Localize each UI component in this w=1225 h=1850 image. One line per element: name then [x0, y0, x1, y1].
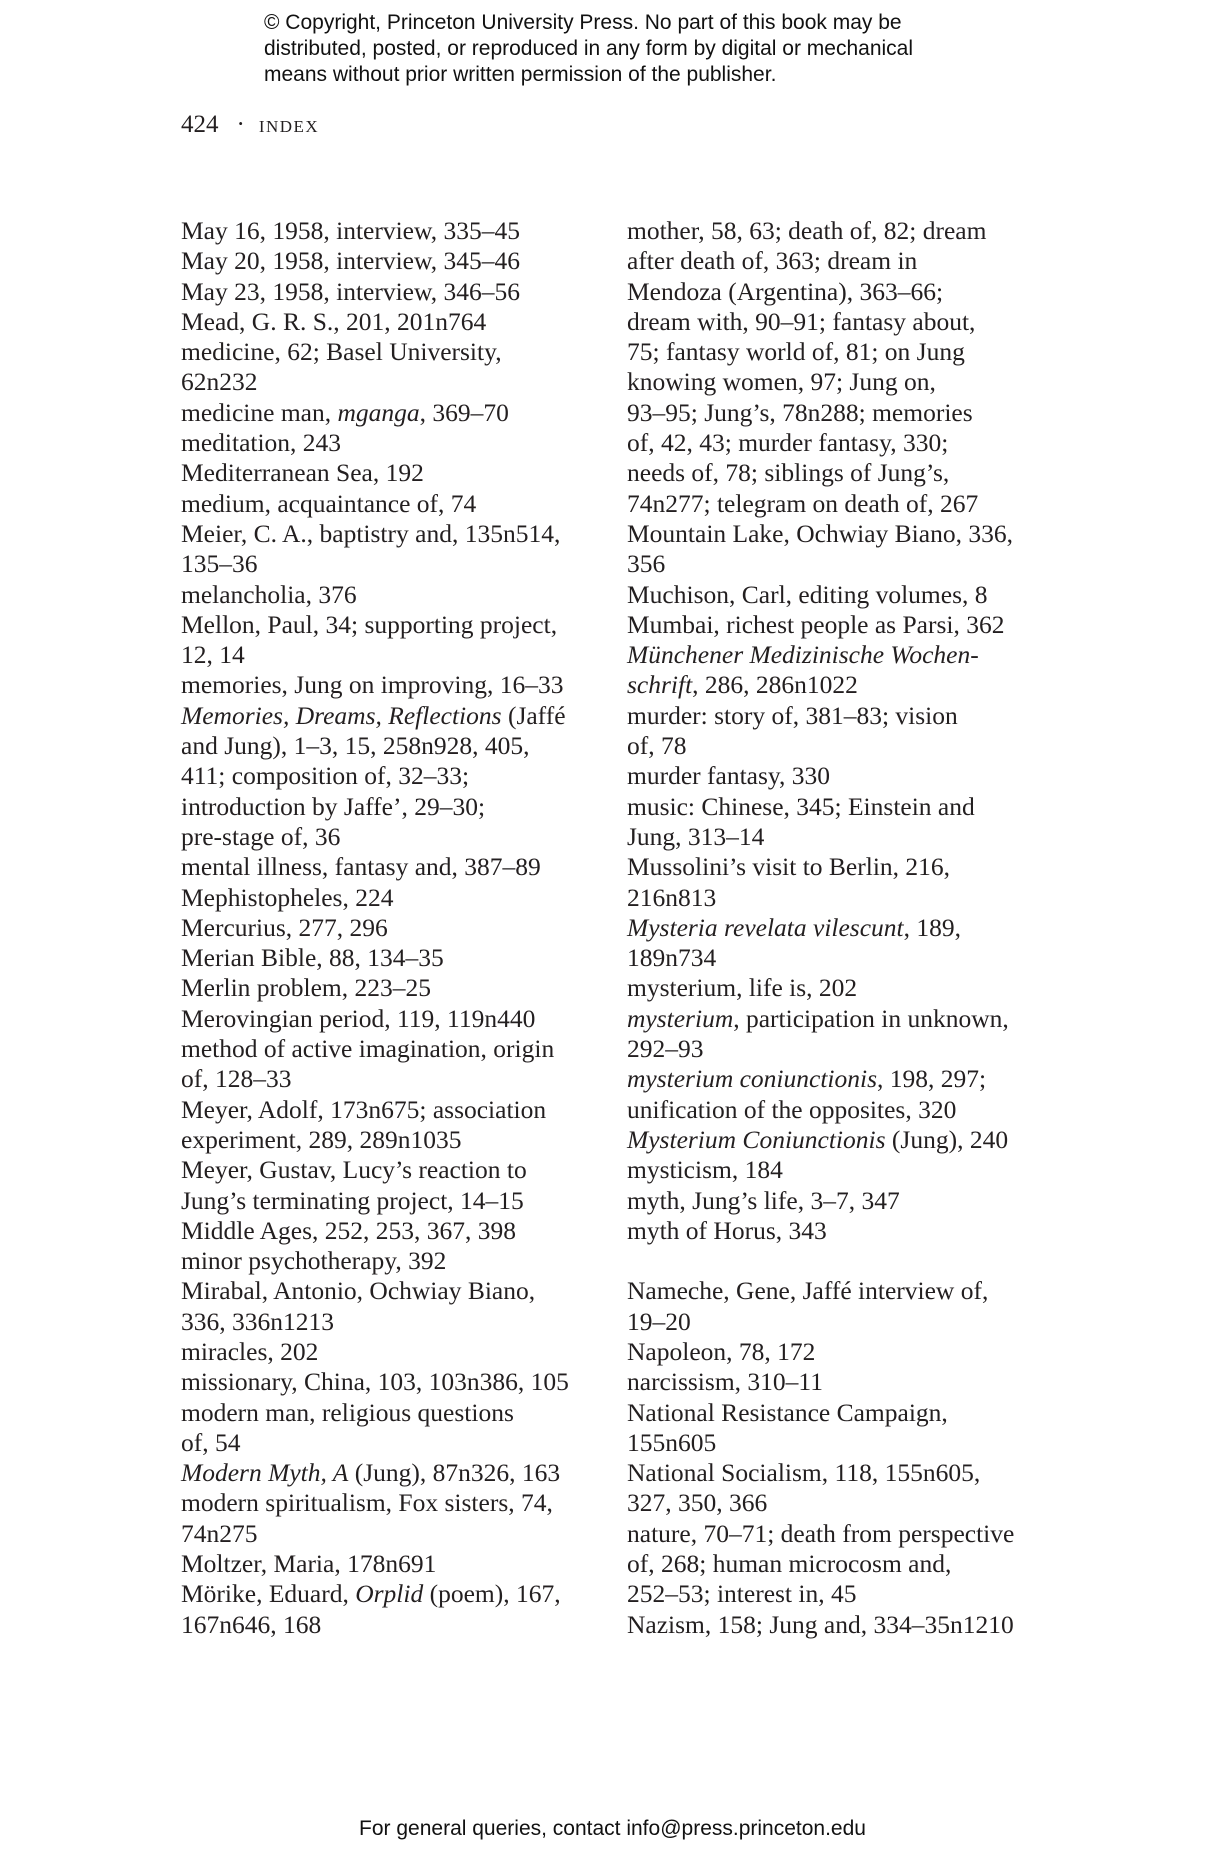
entry-text: Mead, G. R. S., 201, 201n764	[181, 306, 487, 336]
entry-text: knowing women, 97; Jung on,	[627, 367, 936, 397]
index-entry	[181, 398, 621, 428]
entry-text: of, 42, 43; murder fantasy, 330;	[627, 428, 949, 458]
entry-text: 252–53; interest in, 45	[627, 1579, 857, 1609]
index-entry-line	[627, 1185, 1059, 1216]
copyright-line: © Copyright, Princeton University Press. No part of this book may be	[264, 11, 902, 34]
index-entry-line	[627, 791, 1059, 822]
entry-text: 189n734	[627, 943, 717, 973]
index-entry	[627, 761, 1059, 791]
index-entry-line	[627, 1397, 1059, 1428]
copyright-line: means without prior written permission of the publisher.	[264, 63, 777, 86]
index-entry-line	[627, 640, 1059, 670]
index-entry-line	[627, 579, 1059, 610]
entry-text: mysticism, 184	[627, 1155, 783, 1185]
index-entry-line	[181, 1094, 621, 1125]
entry-text: 12, 14	[181, 640, 245, 670]
index-entry-line	[627, 1064, 1059, 1094]
index-entry	[181, 1095, 621, 1156]
index-entry-line	[627, 216, 1059, 246]
italic-title: Mysteria revelata vilescunt	[627, 912, 904, 942]
index-entry	[181, 1488, 621, 1549]
index-entry-line	[627, 1336, 1059, 1367]
entry-text: Meier, C. A., baptistry and, 135n514,	[181, 518, 561, 548]
index-entry	[627, 1125, 1059, 1155]
index-entry	[627, 1458, 1059, 1519]
index-entry-line	[627, 1215, 1059, 1246]
entry-text: Jung, 313–14	[627, 821, 765, 851]
index-entry-line	[627, 852, 1059, 882]
index-entry-line	[181, 700, 621, 731]
index-entry-continuation	[181, 1124, 621, 1155]
entry-text: of, 54	[181, 1427, 241, 1457]
entry-text: pre-stage of, 36	[181, 821, 341, 851]
italic-title: schrift	[627, 670, 693, 700]
index-entry-continuation	[181, 731, 621, 761]
index-entry	[181, 1367, 621, 1397]
index-entry	[627, 216, 1059, 519]
index-entry	[181, 883, 621, 913]
index-entry-line	[627, 973, 1059, 1003]
entry-text: unification of the opposites, 320	[627, 1094, 957, 1124]
entry-text: Merian Bible, 88, 134–35	[181, 943, 444, 973]
entry-text: 74n277; telegram on death of, 267	[627, 488, 979, 518]
index-entry-line	[181, 1367, 621, 1397]
entry-text: murder fantasy, 330	[627, 761, 830, 791]
index-entry-continuation	[627, 670, 1059, 700]
index-entry-line	[627, 1609, 1059, 1640]
index-entry-line	[181, 306, 621, 337]
entry-text: National Socialism, 118, 155n605,	[627, 1458, 981, 1488]
index-entry	[627, 580, 1059, 610]
index-entry	[181, 852, 621, 882]
index-entry-continuation	[627, 367, 1059, 397]
index-entry-continuation	[181, 1518, 621, 1549]
entry-text: myth of Horus, 343	[627, 1215, 827, 1245]
index-entry-continuation	[627, 821, 1059, 852]
index-entry-line	[627, 1518, 1059, 1549]
index-entry-continuation	[627, 337, 1059, 367]
index-entry-line	[181, 1215, 621, 1246]
index-entry-continuation	[627, 1094, 1059, 1125]
index-entry	[181, 307, 621, 337]
entry-text: Middle Ages, 252, 253, 367, 398	[181, 1215, 517, 1245]
entry-text: melancholia, 376	[181, 579, 357, 609]
index-entry-continuation	[627, 397, 1059, 428]
index-entry	[627, 610, 1059, 640]
entry-text: Merlin problem, 223–25	[181, 973, 432, 1003]
italic-title: mysterium	[627, 1003, 734, 1033]
entry-text: 19–20	[627, 1306, 691, 1336]
index-entry-line	[627, 1155, 1059, 1185]
entry-text: needs of, 78; siblings of Jung’s,	[627, 458, 950, 488]
index-entry-continuation	[181, 367, 621, 397]
index-entry	[181, 1276, 621, 1337]
entry-text: (Jung), 87n326, 163	[348, 1458, 561, 1488]
index-entry	[181, 973, 621, 1003]
entry-text: 327, 350, 366	[627, 1488, 768, 1518]
entry-text: music: Chinese, 345; Einstein and	[627, 791, 975, 821]
index-entry-line	[181, 518, 621, 549]
index-entry	[181, 1579, 621, 1640]
index-entry-line	[627, 700, 1059, 731]
entry-text: dream with, 90–91; fantasy about,	[627, 306, 976, 336]
index-entry	[181, 701, 621, 852]
index-entry-continuation	[627, 276, 1059, 307]
index-column-right	[627, 216, 1059, 1640]
index-entry	[627, 913, 1059, 974]
entry-text: murder: story of, 381–83; vision	[627, 700, 958, 730]
index-entry-line	[181, 852, 621, 882]
index-entry	[181, 519, 621, 580]
index-entry-line	[181, 609, 621, 640]
index-entry-line	[627, 1276, 1059, 1306]
index-entry-line	[627, 761, 1059, 791]
entry-text: Mörike, Eduard,	[181, 1579, 356, 1609]
entry-text: 75; fantasy world of, 81; on Jung	[627, 337, 965, 367]
index-entry-line	[181, 1034, 621, 1064]
entry-text: , 198, 297;	[877, 1064, 987, 1094]
index-entry-continuation	[181, 821, 621, 852]
entry-text: May 16, 1958, interview, 335–45	[181, 216, 521, 245]
index-entry-line	[181, 397, 621, 428]
entry-text: 292–93	[627, 1034, 704, 1064]
index-entry-line	[181, 1458, 621, 1488]
entry-text: 336, 336n1213	[181, 1306, 334, 1336]
index-entry-line	[181, 216, 621, 246]
index-entry	[627, 1004, 1059, 1065]
index-entry	[627, 640, 1059, 701]
index-entry	[181, 1155, 621, 1216]
index-entry	[627, 1519, 1059, 1610]
index-entry	[181, 216, 621, 246]
italic-title: mganga	[337, 397, 420, 427]
index-entry-line	[627, 518, 1059, 549]
index-entry-line	[181, 1397, 621, 1428]
index-entry-line	[181, 488, 621, 519]
entry-text: National Resistance Campaign,	[627, 1397, 948, 1427]
index-entry-line	[627, 1003, 1059, 1034]
index-entry	[181, 1398, 621, 1459]
index-entry-continuation	[181, 549, 621, 579]
index-entry	[181, 337, 621, 398]
index-entry-continuation	[627, 1427, 1059, 1458]
index-entry-continuation	[181, 1609, 621, 1640]
index-entry	[181, 1458, 621, 1488]
index-entry	[627, 1276, 1059, 1337]
entry-text: introduction by Jaffe’, 29–30;	[181, 791, 486, 821]
index-entry	[181, 1004, 621, 1034]
index-entry-line	[181, 579, 621, 610]
index-entry	[627, 1337, 1059, 1367]
index-entry-line	[181, 1488, 621, 1518]
index-entry	[181, 428, 621, 458]
index-entry-line	[181, 943, 621, 973]
index-entry-line	[181, 428, 621, 458]
index-entry	[181, 1034, 621, 1095]
index-entry-continuation	[181, 1064, 621, 1094]
footer-contact: For general queries, contact info@press.princeton.edu	[359, 1817, 866, 1840]
entry-text: Mercurius, 277, 296	[181, 912, 388, 942]
entry-text: Mountain Lake, Ochwiay Biano, 336,	[627, 518, 1013, 548]
entry-text: missionary, China, 103, 103n386, 105	[181, 1367, 569, 1397]
index-entry-continuation	[181, 1427, 621, 1458]
index-entry	[627, 519, 1059, 580]
entry-text: Mendoza (Argentina), 363–66;	[627, 276, 944, 306]
entry-text: (Jaffé	[501, 700, 566, 730]
index-entry-continuation	[181, 1306, 621, 1337]
index-entry	[181, 1337, 621, 1367]
entry-text: minor psychotherapy, 392	[181, 1246, 447, 1276]
entry-text: , 369–70	[419, 397, 509, 427]
index-entry-continuation	[181, 761, 621, 791]
index-entry	[181, 1246, 621, 1276]
index-entry	[181, 458, 621, 488]
index-entry-continuation	[627, 306, 1059, 337]
entry-text: 62n232	[181, 367, 258, 397]
entry-text: modern spiritualism, Fox sisters, 74,	[181, 1488, 553, 1518]
index-entry	[627, 1216, 1059, 1246]
index-entry	[181, 1216, 621, 1246]
index-entry	[181, 913, 621, 943]
index-entry	[181, 943, 621, 973]
italic-title: Modern Myth, A	[181, 1458, 349, 1488]
index-column-left	[181, 216, 621, 1640]
entry-text: Mephistopheles, 224	[181, 882, 394, 912]
index-entry-line	[181, 1579, 621, 1609]
copyright-notice	[264, 10, 1024, 88]
entry-text: and Jung), 1–3, 15, 258n928, 405,	[181, 731, 530, 761]
index-entry	[627, 701, 1059, 762]
index-entry	[181, 489, 621, 519]
entry-text: medium, acquaintance of, 74	[181, 488, 477, 518]
entry-text: May 23, 1958, interview, 346–56	[181, 276, 521, 306]
index-entry	[627, 1064, 1059, 1125]
index-entry-continuation	[627, 1034, 1059, 1064]
index-entry-line	[181, 973, 621, 1003]
index-entry-line	[181, 670, 621, 700]
index-entry-line	[181, 246, 621, 276]
index-entry	[627, 973, 1059, 1003]
index-entry	[627, 1186, 1059, 1216]
entry-text: meditation, 243	[181, 428, 342, 458]
entry-text: Mellon, Paul, 34; supporting project,	[181, 609, 558, 639]
entry-text: myth, Jung’s life, 3–7, 347	[627, 1185, 900, 1215]
entry-text: 74n275	[181, 1518, 258, 1548]
entry-text: modern man, religious questions	[181, 1397, 514, 1427]
italic-title: Orplid	[355, 1579, 424, 1609]
entry-text: , 189,	[903, 912, 962, 942]
entry-text: nature, 70–71; death from perspective	[627, 1518, 1015, 1548]
index-entry-line	[181, 1276, 621, 1306]
entry-text: 93–95; Jung’s, 78n288; memories	[627, 397, 973, 427]
section-title: index	[258, 112, 320, 138]
entry-text: mother, 58, 63; death of, 82; dream	[627, 216, 987, 245]
index-entry-continuation	[627, 1549, 1059, 1579]
entry-text: Mirabal, Antonio, Ochwiay Biano,	[181, 1276, 536, 1306]
index-entry	[181, 610, 621, 671]
entry-text: Nazism, 158; Jung and, 334–35n1210	[627, 1609, 1014, 1639]
index-entry	[627, 1155, 1059, 1185]
index-entry-continuation	[181, 640, 621, 670]
copyright-line: distributed, posted, or reproduced in any form by digital or mechanical	[264, 37, 914, 60]
entry-text: 356	[627, 549, 666, 579]
entry-text: Jung’s terminating project, 14–15	[181, 1185, 524, 1215]
entry-text: method of active imagination, origin	[181, 1034, 555, 1064]
entry-text: experiment, 289, 289n1035	[181, 1124, 462, 1154]
index-entry-line	[627, 912, 1059, 943]
entry-text: memories, Jung on improving, 16–33	[181, 670, 564, 700]
entry-text: of, 268; human microcosm and,	[627, 1549, 952, 1579]
index-entry	[181, 580, 621, 610]
index-entry-continuation	[627, 458, 1059, 488]
entry-text: Mumbai, richest people as Parsi, 362	[627, 609, 1005, 639]
italic-title: Münchener Medizinische Wochen-	[627, 640, 979, 670]
index-entry	[181, 670, 621, 700]
index-entry-continuation	[181, 1185, 621, 1216]
entry-text: Muchison, Carl, editing volumes, 8	[627, 579, 988, 609]
index-entry-line	[181, 1246, 621, 1276]
entry-text: 411; composition of, 32–33;	[181, 761, 470, 791]
entry-text: May 20, 1958, interview, 345–46	[181, 246, 521, 276]
index-entry	[627, 1610, 1059, 1640]
index-entry-continuation	[627, 943, 1059, 973]
index-entry-line	[181, 912, 621, 943]
index-entry	[181, 246, 621, 276]
entry-text: Mediterranean Sea, 192	[181, 458, 424, 488]
index-entry-line	[627, 1124, 1059, 1155]
italic-title: Memories, Dreams, Reflections	[181, 700, 502, 730]
index-entry-line	[627, 1458, 1059, 1488]
index-entry	[627, 852, 1059, 913]
entry-text: , 286, 286n1022	[692, 670, 858, 700]
entry-text: of, 128–33	[181, 1064, 292, 1094]
entry-text: mental illness, fantasy and, 387–89	[181, 852, 541, 882]
index-entry-line	[181, 1549, 621, 1579]
index-entry-line	[181, 337, 621, 367]
italic-title: Mysterium Coniunctionis	[627, 1124, 886, 1154]
index-entry-continuation	[627, 246, 1059, 276]
index-entry-continuation	[627, 1488, 1059, 1518]
index-entry-continuation	[627, 428, 1059, 458]
entry-text: Meyer, Adolf, 173n675; association	[181, 1094, 547, 1124]
index-entry-continuation	[181, 791, 621, 822]
index-entry-line	[181, 276, 621, 307]
entry-text: (poem), 167,	[423, 1579, 561, 1609]
italic-title: mysterium coniunctionis	[627, 1064, 878, 1094]
index-entry-line	[181, 1336, 621, 1367]
entry-text: Moltzer, Maria, 178n691	[181, 1549, 437, 1579]
entry-text: , participation in unknown,	[733, 1003, 1009, 1033]
index-entry-line	[181, 1003, 621, 1034]
index-entry-line	[181, 882, 621, 913]
entry-text: 155n605	[627, 1427, 717, 1457]
letter-section-gap	[627, 1246, 1059, 1276]
index-entry	[627, 792, 1059, 853]
index-entry-line	[181, 458, 621, 488]
index-entry	[181, 1549, 621, 1579]
entry-text: (Jung), 240	[885, 1124, 1009, 1154]
index-entry	[627, 1367, 1059, 1397]
entry-text: Merovingian period, 119, 119n440	[181, 1003, 536, 1033]
entry-text: Meyer, Gustav, Lucy’s reaction to	[181, 1155, 527, 1185]
separator-dot: ·	[236, 111, 245, 138]
index-entry-line	[627, 1367, 1059, 1397]
entry-text: 216n813	[627, 882, 717, 912]
entry-text: Mussolini’s visit to Berlin, 216,	[627, 852, 951, 882]
entry-text: Napoleon, 78, 172	[627, 1336, 816, 1366]
index-entry	[181, 277, 621, 307]
entry-text: narcissism, 310–11	[627, 1367, 823, 1397]
entry-text: mysterium, life is, 202	[627, 973, 858, 1003]
entry-text: 135–36	[181, 549, 258, 579]
entry-text: after death of, 363; dream in	[627, 246, 918, 276]
index-entry-continuation	[627, 488, 1059, 519]
entry-text: Nameche, Gene, Jaffé interview of,	[627, 1276, 989, 1306]
entry-text: of, 78	[627, 731, 687, 761]
entry-text: miracles, 202	[181, 1336, 319, 1366]
page-number: 424	[181, 111, 219, 138]
entry-text: 167n646, 168	[181, 1609, 322, 1639]
index-entry-continuation	[627, 549, 1059, 579]
index-entry-continuation	[627, 1306, 1059, 1337]
index-entry	[627, 1398, 1059, 1459]
entry-text: medicine man,	[181, 397, 338, 427]
index-entry-line	[627, 609, 1059, 640]
index-entry-continuation	[627, 882, 1059, 913]
index-entry-continuation	[627, 1579, 1059, 1609]
entry-text: medicine, 62; Basel University,	[181, 337, 502, 367]
index-entry-continuation	[627, 731, 1059, 761]
index-entry-line	[181, 1155, 621, 1185]
running-head	[181, 110, 319, 140]
